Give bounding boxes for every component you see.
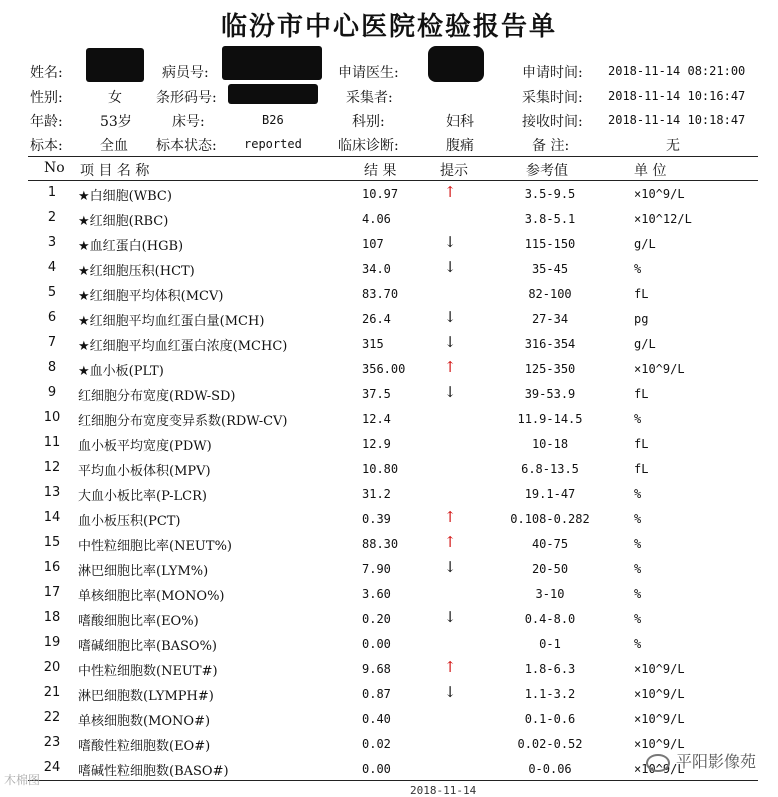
sex-label: 性别:	[30, 90, 63, 106]
table-row	[0, 632, 778, 657]
table-row	[0, 407, 778, 432]
doctor-label: 申请医生:	[338, 65, 399, 81]
item-name-cell	[78, 485, 207, 504]
star-icon: ★	[78, 314, 90, 329]
specimen-label: 标本:	[30, 138, 63, 154]
result-value: 83.70	[362, 287, 399, 301]
item-name-cell	[78, 660, 218, 679]
col-no-header: No	[44, 160, 65, 176]
age-value: 53岁	[100, 114, 132, 130]
item-name-cell	[78, 510, 181, 529]
reference-range: 11.9-14.5	[517, 412, 583, 426]
specimen-value: 全血	[100, 138, 128, 154]
table-row	[0, 257, 778, 282]
row-number: 9	[47, 385, 57, 400]
reference-range: 19.1-47	[524, 487, 576, 501]
arrow-down-icon: ↓	[443, 558, 457, 576]
redacted-name	[86, 48, 144, 82]
unit-value: ×10^9/L	[634, 662, 685, 676]
barcode-label: 条形码号:	[156, 90, 217, 106]
unit-value: ×10^12/L	[634, 212, 692, 226]
item-name-cell	[78, 560, 208, 579]
item-name-cell	[78, 585, 225, 604]
item-name-cell	[78, 210, 168, 229]
table-row	[0, 482, 778, 507]
result-value: 107	[362, 237, 384, 251]
unit-value: ×10^9/L	[634, 187, 685, 201]
item-name: 白细胞(WBC)	[89, 189, 172, 204]
table-row	[0, 457, 778, 482]
reference-range: 0-0.06	[528, 762, 572, 776]
item-name-cell	[78, 635, 217, 654]
collect-time-label: 采集时间:	[522, 90, 583, 106]
item-name-cell	[78, 610, 199, 629]
result-value: 315	[362, 337, 384, 351]
receive-time-label: 接收时间:	[522, 114, 583, 130]
item-name: 嗜酸细胞比率(EO%)	[78, 614, 199, 629]
item-name-cell	[78, 310, 264, 329]
table-row	[0, 582, 778, 607]
row-number: 5	[47, 285, 57, 300]
result-value: 0.00	[362, 762, 391, 776]
item-name-cell	[78, 335, 287, 354]
remark-value: 无	[666, 138, 680, 154]
arrow-down-icon: ↓	[443, 308, 457, 326]
wechat-bubble-icon	[646, 754, 670, 772]
result-value: 31.2	[362, 487, 391, 501]
diagnosis-value: 腹痛	[446, 138, 474, 154]
reference-range: 316-354	[524, 337, 576, 351]
item-name: 单核细胞数(MONO#)	[78, 714, 211, 729]
unit-value: %	[634, 612, 642, 626]
item-name-cell	[78, 435, 212, 454]
unit-value: g/L	[634, 237, 656, 251]
item-name: 红细胞分布宽度变异系数(RDW-CV)	[78, 414, 288, 429]
item-name-cell	[78, 760, 229, 779]
table-row	[0, 557, 778, 582]
diagnosis-label: 临床诊断:	[338, 138, 399, 154]
row-number: 3	[47, 235, 57, 250]
unit-value: %	[634, 537, 642, 551]
item-name: 血小板(PLT)	[89, 364, 164, 379]
reference-range: 82-100	[528, 287, 572, 301]
row-number: 14	[43, 510, 61, 525]
item-name: 单核细胞比率(MONO%)	[78, 589, 225, 604]
unit-value: %	[634, 587, 642, 601]
table-row	[0, 607, 778, 632]
unit-value: %	[634, 262, 642, 276]
patient-no-label: 病员号:	[162, 65, 209, 81]
table-row	[0, 282, 778, 307]
item-name: 血小板平均宽度(PDW)	[78, 439, 212, 454]
arrow-up-icon: ↑	[443, 508, 457, 526]
reference-range: 0.4-8.0	[524, 612, 576, 626]
table-row	[0, 182, 778, 207]
result-value: 10.97	[362, 187, 399, 201]
item-name: 淋巴细胞比率(LYM%)	[78, 564, 209, 579]
unit-value: ×10^9/L	[634, 737, 685, 751]
unit-value: %	[634, 637, 642, 651]
item-name: 嗜碱性粒细胞数(BASO#)	[78, 764, 229, 779]
row-number: 7	[47, 335, 57, 350]
row-number: 12	[43, 460, 61, 475]
row-number: 22	[43, 710, 61, 725]
table-row	[0, 232, 778, 257]
apply-time-label: 申请时间:	[522, 65, 583, 81]
reference-range: 0.02-0.52	[517, 737, 583, 751]
row-number: 17	[43, 585, 61, 600]
result-value: 12.9	[362, 437, 391, 451]
watermark-right-text: 平阳影像苑	[675, 752, 756, 771]
table-row	[0, 707, 778, 732]
unit-value: g/L	[634, 337, 656, 351]
row-number: 23	[43, 735, 61, 750]
reference-range: 6.8-13.5	[521, 462, 579, 476]
item-name-cell	[78, 410, 288, 429]
reference-range: 115-150	[524, 237, 576, 251]
row-number: 16	[43, 560, 61, 575]
arrow-up-icon: ↑	[443, 183, 457, 201]
item-name: 淋巴细胞数(LYMPH#)	[78, 689, 214, 704]
item-name-cell	[78, 360, 164, 379]
row-number: 13	[43, 485, 61, 500]
result-value: 3.60	[362, 587, 391, 601]
item-name-cell	[78, 385, 236, 404]
bed-value: B26	[262, 113, 284, 127]
collector-label: 采集者:	[346, 90, 393, 106]
row-number: 19	[43, 635, 61, 650]
table-row	[0, 532, 778, 557]
arrow-down-icon: ↓	[443, 683, 457, 701]
result-value: 10.80	[362, 462, 399, 476]
result-value: 88.30	[362, 537, 399, 551]
unit-value: fL	[634, 387, 649, 401]
watermark-left-text: 木棉图	[4, 773, 41, 787]
result-value: 0.00	[362, 637, 391, 651]
item-name-cell	[78, 260, 195, 279]
row-number: 4	[47, 260, 57, 275]
bed-label: 床号:	[172, 114, 205, 130]
item-name: 中性粒细胞比率(NEUT%)	[78, 539, 232, 554]
table-row	[0, 357, 778, 382]
arrow-down-icon: ↓	[443, 333, 457, 351]
unit-value: %	[634, 487, 642, 501]
result-value: 7.90	[362, 562, 391, 576]
arrow-down-icon: ↓	[443, 383, 457, 401]
item-name-cell	[78, 710, 210, 729]
arrow-down-icon: ↓	[443, 258, 457, 276]
item-name: 血小板压积(PCT)	[78, 514, 181, 529]
unit-value: pg	[634, 312, 649, 326]
redacted-patient-no	[222, 46, 322, 80]
reference-range: 0.108-0.282	[510, 512, 590, 526]
item-name: 嗜酸性粒细胞数(EO#)	[78, 739, 211, 754]
reference-range: 27-34	[531, 312, 569, 326]
star-icon: ★	[78, 364, 90, 379]
redacted-barcode	[228, 84, 318, 104]
arrow-up-icon: ↑	[443, 358, 457, 376]
reference-range: 125-350	[524, 362, 576, 376]
row-number: 15	[43, 535, 61, 550]
item-name-cell	[78, 235, 183, 254]
row-number: 8	[47, 360, 57, 375]
reference-range: 3-10	[535, 587, 565, 601]
result-value: 37.5	[362, 387, 391, 401]
result-value: 356.00	[362, 362, 406, 376]
row-number: 24	[43, 760, 61, 775]
col-item-header: 项 目 名 称	[80, 163, 150, 179]
item-name-cell	[78, 735, 210, 754]
row-number: 18	[43, 610, 61, 625]
table-bottom-rule	[28, 780, 758, 781]
reference-range: 39-53.9	[524, 387, 576, 401]
table-row	[0, 207, 778, 232]
remark-label: 备 注:	[532, 138, 570, 154]
table-row	[0, 657, 778, 682]
unit-value: %	[634, 412, 642, 426]
result-value: 4.06	[362, 212, 391, 226]
arrow-up-icon: ↑	[443, 658, 457, 676]
unit-value: fL	[634, 462, 649, 476]
row-number: 2	[47, 210, 57, 225]
reference-range: 1.1-3.2	[524, 687, 576, 701]
unit-value: fL	[634, 287, 649, 301]
row-number: 11	[43, 435, 61, 450]
row-number: 10	[43, 410, 61, 425]
col-flag-header: 提示	[440, 163, 468, 179]
sex-value: 女	[108, 90, 122, 106]
unit-value: ×10^9/L	[634, 362, 685, 376]
unit-value: fL	[634, 437, 649, 451]
report-title: 临汾市中心医院检验报告单	[220, 12, 557, 42]
star-icon: ★	[78, 339, 90, 354]
col-range-header: 参考值	[526, 163, 568, 179]
result-value: 0.02	[362, 737, 391, 751]
item-name-cell	[78, 535, 232, 554]
item-name: 大血小板比率(P-LCR)	[78, 489, 207, 504]
table-row	[0, 382, 778, 407]
reference-range: 40-75	[531, 537, 569, 551]
item-name: 平均血小板体积(MPV)	[78, 464, 211, 479]
status-value: reported	[244, 137, 302, 151]
star-icon: ★	[78, 214, 90, 229]
item-name: 红细胞压积(HCT)	[89, 264, 195, 279]
item-name: 红细胞平均体积(MCV)	[89, 289, 224, 304]
item-name: 中性粒细胞数(NEUT#)	[78, 664, 218, 679]
item-name: 红细胞平均血红蛋白量(MCH)	[89, 314, 265, 329]
age-label: 年龄:	[30, 114, 63, 130]
table-row	[0, 307, 778, 332]
item-name: 血红蛋白(HGB)	[89, 239, 184, 254]
result-value: 9.68	[362, 662, 391, 676]
arrow-up-icon: ↑	[443, 533, 457, 551]
reference-range: 0.1-0.6	[524, 712, 576, 726]
footer-date: 2018-11-14	[410, 784, 477, 797]
result-value: 0.40	[362, 712, 391, 726]
reference-range: 1.8-6.3	[524, 662, 576, 676]
col-result-header: 结 果	[364, 163, 397, 179]
result-value: 12.4	[362, 412, 391, 426]
star-icon: ★	[78, 239, 90, 254]
reference-range: 10-18	[531, 437, 569, 451]
apply-time: 2018-11-14 08:21:00	[608, 64, 746, 78]
table-row	[0, 507, 778, 532]
row-number: 6	[47, 310, 57, 325]
row-number: 21	[43, 685, 61, 700]
row-number: 20	[43, 660, 61, 675]
result-value: 0.87	[362, 687, 391, 701]
result-value: 0.20	[362, 612, 391, 626]
unit-value: ×10^9/L	[634, 687, 685, 701]
name-label: 姓名:	[30, 65, 63, 81]
dept-label: 科别:	[352, 114, 385, 130]
unit-value: ×10^9/L	[634, 762, 685, 776]
star-icon: ★	[78, 189, 90, 204]
dept-value: 妇科	[446, 114, 474, 130]
item-name: 嗜碱细胞比率(BASO%)	[78, 639, 218, 654]
watermark-left	[4, 771, 40, 788]
reference-range: 0-1	[539, 637, 561, 651]
item-name: 红细胞(RBC)	[89, 214, 169, 229]
reference-range: 20-50	[531, 562, 569, 576]
watermark-right	[646, 749, 756, 772]
status-label: 标本状态:	[156, 138, 217, 154]
table-row	[0, 432, 778, 457]
item-name-cell	[78, 185, 172, 204]
reference-range: 3.5-9.5	[524, 187, 576, 201]
unit-value: %	[634, 512, 642, 526]
col-unit-header: 单 位	[634, 163, 667, 179]
result-value: 26.4	[362, 312, 391, 326]
table-row	[0, 682, 778, 707]
redacted-doctor	[428, 46, 484, 82]
item-name-cell	[78, 285, 223, 304]
reference-range: 3.8-5.1	[524, 212, 576, 226]
item-name: 红细胞分布宽度(RDW-SD)	[78, 389, 236, 404]
reference-range: 35-45	[531, 262, 569, 276]
star-icon: ★	[78, 264, 90, 279]
arrow-down-icon: ↓	[443, 608, 457, 626]
item-name-cell	[78, 685, 214, 704]
unit-value: %	[634, 562, 642, 576]
row-number: 1	[47, 185, 57, 200]
star-icon: ★	[78, 289, 90, 304]
unit-value: ×10^9/L	[634, 712, 685, 726]
result-value: 34.0	[362, 262, 391, 276]
result-value: 0.39	[362, 512, 391, 526]
header-top-rule	[28, 156, 758, 157]
collect-time: 2018-11-14 10:16:47	[608, 89, 746, 103]
table-row	[0, 332, 778, 357]
item-name-cell	[78, 460, 211, 479]
receive-time: 2018-11-14 10:18:47	[608, 113, 746, 127]
header-bottom-rule	[28, 180, 758, 181]
arrow-down-icon: ↓	[443, 233, 457, 251]
item-name: 红细胞平均血红蛋白浓度(MCHC)	[89, 339, 288, 354]
